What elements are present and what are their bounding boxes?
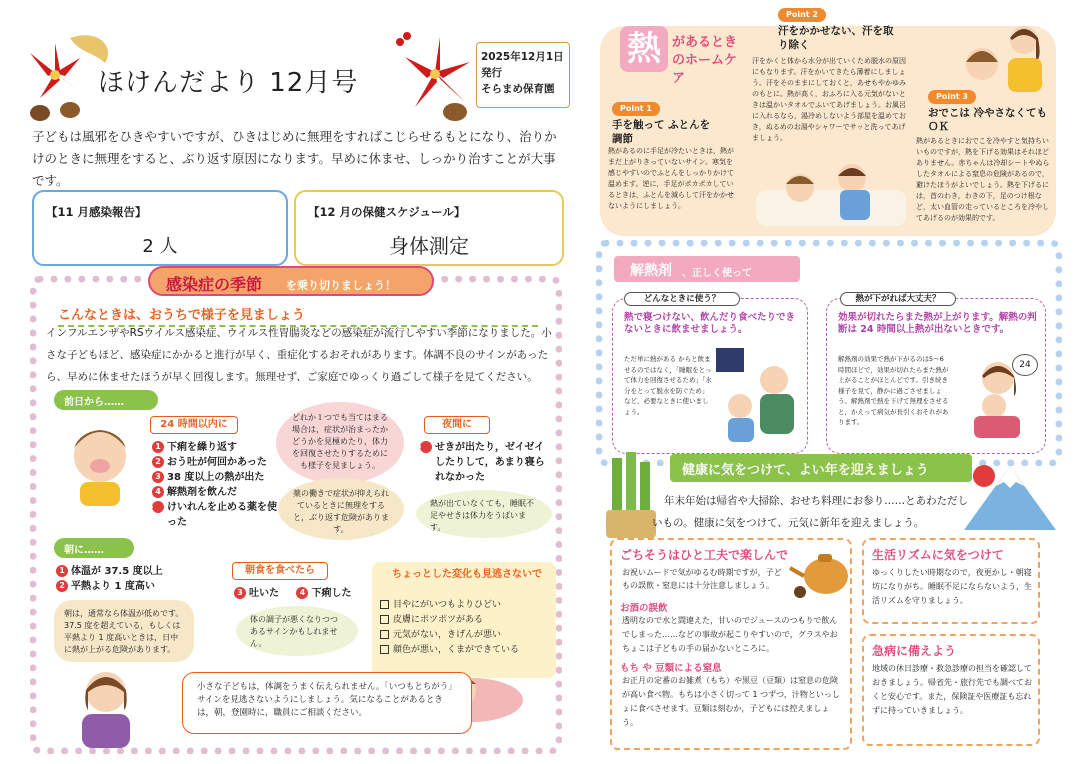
infection-intro: インフルエンザやRSウイルス感染症、ウイルス性胃腸炎などの感染症が流行しやすい季節になりました。小さな子どもほど、感染症にかかると進行が早く、重症化するおそれがあります。体調不良のサインがあったら、早めに休ませたほうが早く回復します。無理せず、ご家庭でゆっくり過ごして様子を見てください。 [46, 327, 552, 383]
list-item: 3 吐いた [234, 588, 279, 599]
bubble-note-1: どれか１つでも当てはまる場合は，症状が治まったかどうかを見極めたり，体力を回復させたりするためにも様子を見ましょう。 [276, 402, 404, 484]
after-breakfast-note: 体の調子が悪くなりつつあるサインかもしれません。 [236, 606, 358, 656]
night-item: 6 せきが出たり，ゼイゼイしたりして，あまり寝られなかった [415, 442, 545, 483]
newyear-banner: 健康に気をつけて、よい年を迎えましょう [670, 454, 972, 482]
page-title: ほけんだより 12月号 [98, 68, 359, 98]
infection-report-box [32, 190, 288, 266]
schedule-value: 身体測定 [389, 234, 469, 258]
antipyretic-q2-head: 効果が切れたらまた熱が上がります。解熱の判断は 24 時間以上熱が出ないときです。 [838, 312, 1037, 335]
infection-banner-main: 感染症の季節 [166, 275, 263, 294]
feast-heading-2: もち や 豆類による窒息 [620, 663, 722, 674]
mount-fuji-icon [960, 454, 1058, 534]
list-item: 3 38 度以上の熱が出た [152, 470, 282, 485]
publisher-name: そらまめ保育園 [481, 83, 555, 95]
report-label: 【11 月感染報告】 [46, 205, 147, 219]
point2-badge: Point 2 [778, 8, 826, 22]
list-item: 顔色が悪い，くまができている [380, 643, 550, 658]
point1-badge: Point 1 [612, 102, 660, 116]
infection-banner [148, 266, 434, 296]
intro-text: 子どもは風邪をひきやすいですが、ひきはじめに無理をすればこじらせるもとになり、治りかけのときに無理をすると、ぶり返す原因になります。早めに休ませ、しっかり治すことが大事です。 [32, 129, 557, 188]
morning-note: 朝は，通常なら体温が低めです。37.5 度を超えている，もしくは平熱より 1 度高いときは，日中に熱が上がる危険があります。 [54, 600, 194, 662]
rhythm-body: ゆっくりしたい時期なので，夜更かし・朝寝坊になりがち。睡眠不足にならないよう，生活リズムを守りましょう。 [872, 568, 1032, 605]
antipyretic-q1-label: どんなときに使う？ [624, 292, 740, 306]
rhythm-title: 生活リズムに気をつけて [872, 548, 1004, 562]
list-item: 皮膚にポツポツがある [380, 613, 550, 628]
schedule-label: 【12 月の保健スケジュール】 [308, 205, 466, 219]
list-item: 4 解熱剤を飲んだ [152, 485, 282, 500]
antipyretic-title-sub: 、正しく使って [682, 268, 752, 279]
prev-day-list [147, 440, 282, 530]
antipyretic-q2-label: 熱が下がれば大丈夫？ [840, 292, 956, 306]
list-item: 4 下痢した [296, 588, 351, 599]
morning-list [56, 564, 196, 594]
list-item: 2 平熱より 1 度高い [56, 579, 196, 594]
issue-info-box [476, 42, 570, 108]
bubble-note-2: 薬の働きで症状が抑えられているときに無理をすると，ぶり返す危険があります。 [278, 478, 404, 540]
list-item: 2 おう吐が何回かあった [152, 455, 282, 470]
point2-title: 汗をかかせない、汗を取り除く [778, 25, 894, 51]
feast-body-2: お正月の定番のお雑煮（もち）や黒豆（豆類）は窒息の危険が高い食べ物。もちは小さく切って 1 つずつ，汁物といっしょに食べさせます。豆類は刻むか，子どもには控えましょう。 [622, 676, 840, 727]
schedule-box [294, 190, 564, 266]
emergency-title: 急病に備えよう [872, 644, 957, 658]
feast-body: お祝いムードで気がゆるむ時期ですが，子どもの誤飲・窒息には十分注意しましょう。 [622, 568, 782, 590]
list-item: 5 けいれんを止める薬を使った [147, 502, 277, 528]
infection-subtitle: こんなときは、おうちで様子を見ましょう [58, 304, 538, 327]
point1-body: 熱があるのに手足が冷たいときは，熱がまだ上がりきっていないサイン。寒気を感じやすいのでふとんをしっかりかけて温めます。逆に，手足がポカポカしているときは，ふとんを減らして汗をかかせないようにしましょう。 [608, 147, 734, 210]
list-item: 1 下痢を繰り返す [152, 440, 282, 455]
antipyretic-q1-head: 熱で寝つけない、飲んだり食べたりできないときに飲ませましょう。 [624, 312, 796, 335]
teacher-icon [66, 664, 146, 748]
sick-child-in-bed-icon [756, 160, 906, 226]
parent-giving-medicine-icon [716, 348, 804, 444]
list-item: 元気がない，きげんが悪い [380, 628, 550, 643]
report-value: 2 人 [142, 236, 178, 257]
prev-day-sublabel: 24 時間以内に [150, 416, 238, 434]
fever-title-rest: があるときのホームケア [672, 35, 738, 86]
point1-title: 手を触って ふとんを調節 [612, 119, 711, 145]
teapot-icon [788, 540, 854, 598]
antipyretic-banner [614, 256, 800, 282]
after-breakfast-label: 朝食を食べたら [232, 562, 328, 580]
emergency-body: 地域の休日診療・救急診療の担当を確認しておきましょう。帰省先・旅行先でも調べておくと安心です。また，保険証や医療証も忘れずに持っていきましょう。 [872, 664, 1032, 715]
mother-child-icon [942, 18, 1052, 92]
night-label: 夜間に [424, 416, 490, 434]
after-breakfast-list [234, 584, 351, 599]
feast-heading-1: お酒の誤飲 [620, 603, 668, 614]
feast-title: ごちそうはひと工夫で楽しんで [620, 548, 789, 562]
point3-body: 熱があるときにおでこを冷やすと気持ちいいものですが，熱を下げる効果はそれほどありません。赤ちゃんは冷却シートやぬらしたタオルによる窒息の危険があるので，避けたほうがよいでしょう。熱を下げるには，首のわき，わきの下，足のつけ根など，太い血管の走っているところを冷やしてあげるのが効果的です。 [916, 137, 1050, 222]
child-coughing-icon [60, 418, 140, 508]
changes-title: ちょっとした変化も見逃さないで [392, 569, 542, 580]
point3-title: おでこは 冷やさなくてもＯＫ [928, 107, 1048, 133]
antipyretic-q2-body: 解熱剤の効果で熱が下がるのは5～6 時間ほどで，効果が切れたらまた熱が上がることがほとんどです。引き続き様子を見て，静かに過ごさせましょう。解熱剤で熱を下げて無理をさせると，かえって病気が長引くおそれがあります。 [838, 355, 949, 426]
fever-title-big: 熱 [620, 26, 668, 72]
point2-body: 汗をかくと体から水分が出ていくため脱水の原因にもなります。汗をかいてきたら薄着にしましょう。汗をそのままにしておくと，あせもやかゆみのもとに。熱が高く，おふろに入る元気がないときは温かいタオルでふいてあげましょう。お風呂に入れるなら，湯冷めしないよう部屋を温めておき，ぬるめのお湯やシャワーでサッと洗ってあげましょう。 [752, 57, 906, 142]
infection-footer-note: 小さな子どもは，体調をうまく伝えられません。「いつもとちがう」サインを見逃さないようにしましょう。気になることがあるときは，朝，登園時に，職員にご相談ください。 [182, 672, 472, 734]
night-note: 熱が出ていなくても，睡眠不足やせきは体力をうばいます。 [416, 490, 552, 538]
list-item: 目やにがいつもよりひどい [380, 598, 550, 613]
checkbox-icon [380, 615, 389, 624]
list-item: 1 体温が 37.5 度以上 [56, 564, 196, 579]
newyear-intro: 年末年始は帰省や大掃除、おせち料理にお参り……とあわただしいもの。健康に気をつけて、元気に新年を迎えましょう。 [652, 495, 969, 529]
antipyretic-title: 解熱剤 [630, 263, 672, 279]
point3-badge: Point 3 [928, 90, 976, 104]
publisher-label: 発行 [481, 67, 502, 79]
poinsettia-right-icon [385, 22, 485, 122]
checkbox-icon [380, 645, 389, 654]
feast-body-1: 透明なので水と間違えた，甘いのでジュースのつもりで飲んでしまった……などの事故が起こりやすいので，グラスやおちょこは子どもの手の届かないところに。 [622, 616, 838, 653]
checkbox-icon [380, 630, 389, 639]
antipyretic-q1-body: ただ単に熱がある からと飲ませるのではなく，「睡眠をとって体力を回復させるため」「水分をとって脱水を防ぐため」など，必要なときに使いましょう。 [624, 355, 712, 416]
hours-badge: 24 [1012, 354, 1038, 376]
issue-date: 2025年12月1日 [481, 51, 564, 63]
infection-banner-sub: を乗り切りましょう！ [286, 279, 396, 292]
morning-label: 朝に…… [54, 538, 134, 558]
checkbox-icon [380, 600, 389, 609]
prev-day-label: 前日から…… [54, 390, 158, 410]
changes-list [380, 598, 550, 658]
